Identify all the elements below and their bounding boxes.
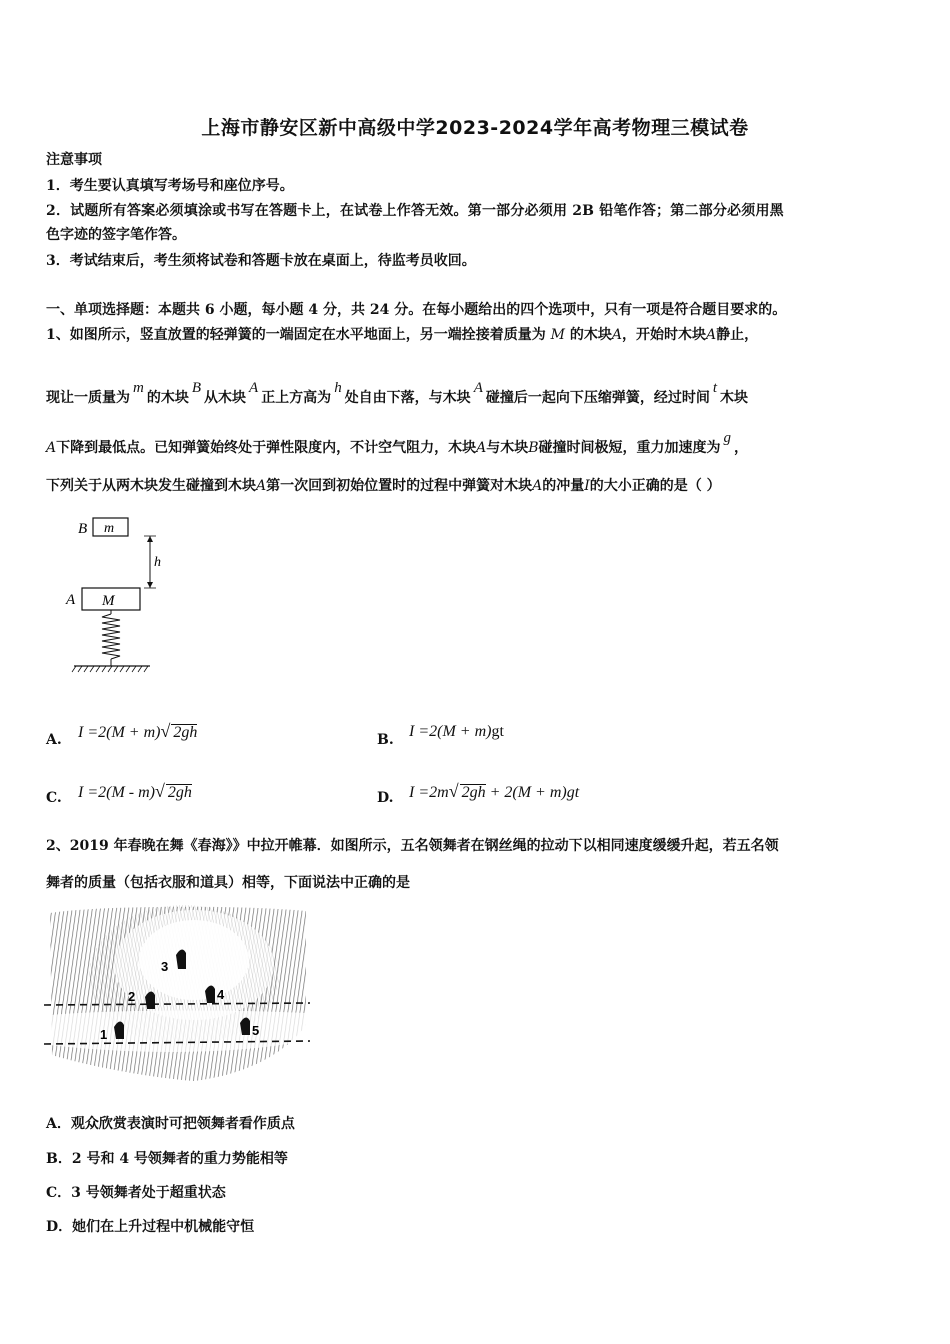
notice-item: 3．考试结束后，考生须将试卷和答题卡放在桌面上，待监考员收回。 [46, 253, 476, 269]
q1-option-a-label: A. [46, 732, 62, 748]
q1-option-a-formula: I =2(M + m)√ 2gh [78, 721, 198, 741]
fig-label-B: B [78, 521, 88, 537]
notice-heading: 注意事项 [46, 152, 102, 168]
dancer-label-5: 5 [252, 1023, 260, 1038]
q2-option-a: A．观众欣赏表演时可把领舞者看作质点 [46, 1116, 295, 1132]
spring [102, 610, 120, 666]
q1-option-b-formula: I =2(M + m)gt [409, 723, 504, 740]
q2-option-c: C．3 号领舞者处于超重状态 [46, 1185, 226, 1201]
spring-block-figure [60, 510, 170, 680]
q2-option-b: B．2 号和 4 号领舞者的重力势能相等 [46, 1151, 288, 1167]
notice-item: 1．考生要认真填写考场号和座位序号。 [46, 178, 294, 194]
q1-stem-line1: 1、如图所示，竖直放置的轻弹簧的一端固定在水平地面上，另一端拴接着质量为 M 的木块A，开始时木块A静止， [46, 327, 759, 343]
q1-stem-line3: A下降到最低点。已知弹簧始终处于弹性限度内，不计空气阻力，木块A与木块B碰撞时间极短，重力加速度为g， [46, 430, 749, 456]
q1-option-c-label: C. [46, 790, 62, 806]
q1-option-d-label: D. [377, 790, 394, 806]
fig-label-m: m [104, 521, 115, 536]
q1-stem-line4: 下列关于从两木块发生碰撞到木块A第一次回到初始位置时的过程中弹簧对木块A的冲量I的大小正确的是（ ） [46, 478, 721, 494]
section-heading: 一、单项选择题：本题共 6 小题，每小题 4 分，共 24 分。在每小题给出的四个选项中，只有一项是符合题目要求的。 [46, 302, 787, 318]
dancers-photo-figure [44, 905, 310, 1083]
q1-option-d-formula: I =2m√ 2gh + 2(M + m)gt [409, 781, 580, 801]
notice-item: 2．试题所有答案必须填涂或书写在答题卡上，在试卷上作答无效。第一部分必须用 2B 铅笔作答；第二部分必须用黑 [46, 203, 784, 219]
q1-option-b-label: B. [377, 732, 394, 748]
dancer-label-3: 3 [161, 959, 169, 974]
dancer-label-4: 4 [217, 987, 225, 1002]
q1-stem-line2: 现让一质量为m的木块B从木块A正上方高为h处自由下落，与木块A碰撞后一起向下压缩弹簧，经过时间t木块 [46, 380, 749, 406]
dancer-label-2: 2 [128, 989, 136, 1004]
fig-label-M: M [102, 593, 115, 609]
q2-stem-line2: 舞者的质量（包括衣服和道具）相等，下面说法中正确的是 [46, 875, 410, 891]
notice-item: 色字迹的签字笔作答。 [46, 227, 186, 243]
q1-option-c-formula: I =2(M - m)√ 2gh [78, 781, 192, 801]
fig-label-h: h [154, 555, 161, 570]
q2-option-d: D．她们在上升过程中机械能守恒 [46, 1219, 255, 1235]
exam-title: 上海市静安区新中高级中学2023-2024学年高考物理三模试卷 [201, 117, 749, 139]
fig-label-A: A [66, 592, 76, 608]
dancer-label-1: 1 [100, 1027, 108, 1042]
q2-stem-line1: 2、2019 年春晚在舞《春海》》中拉开帷幕．如图所示，五名领舞者在钢丝绳的拉动下以相同速度缓缓升起，若五名领 [46, 838, 779, 854]
